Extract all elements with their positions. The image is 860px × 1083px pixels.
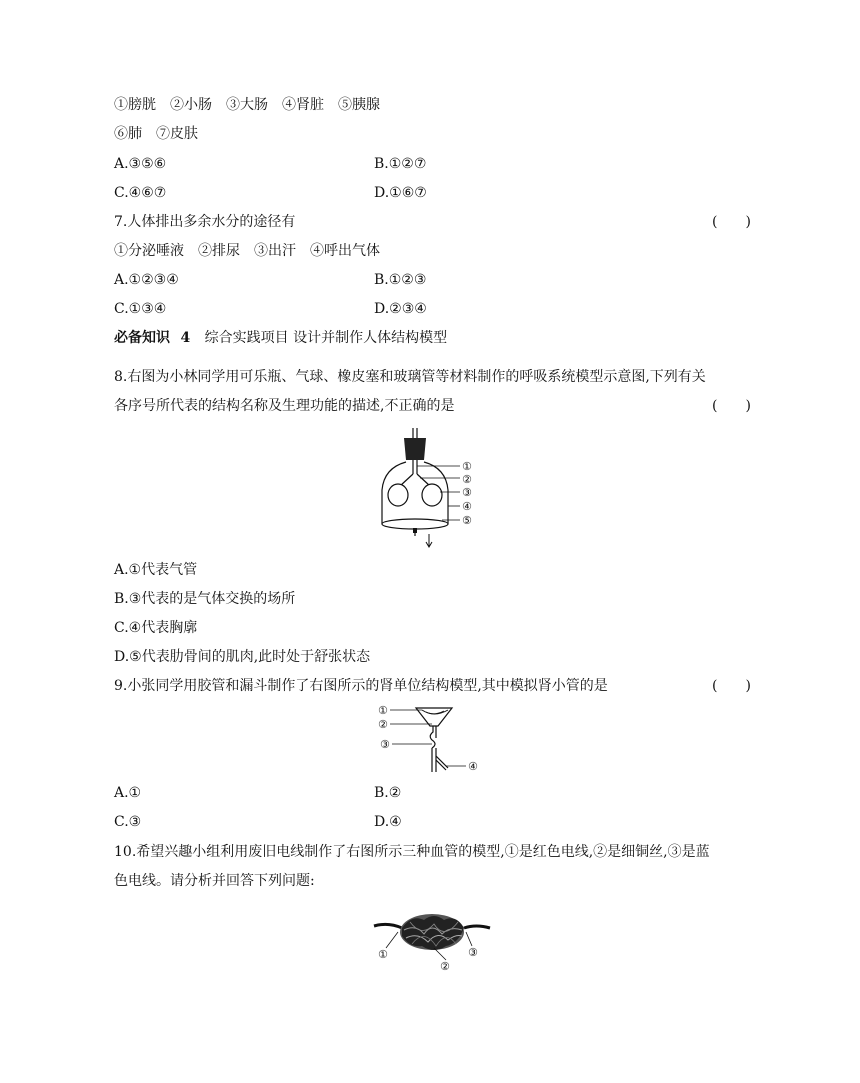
q10-fig-label-1: ① [378,948,388,961]
q9-option-c: C.③ [114,814,142,830]
q6-items-line1: ①膀胱 ②小肠 ③大肠 ④肾脏 ⑤胰腺 [114,97,380,113]
q7-items: ①分泌唾液 ②排尿 ③出汗 ④呼出气体 [114,243,380,259]
q8-fig-label-4: ④ [462,500,472,513]
q9-answer-paren: ( ) [712,678,751,694]
blood-vessel-model-figure [372,908,494,972]
q7-stem: 7.人体排出多余水分的途径有 [114,214,296,230]
q10-stem-line1: 10.希望兴趣小组利用废旧电线制作了右图所示三种血管的模型,①是红色电线,②是细铜丝,③是蓝 [114,844,710,860]
q7-option-d: D.②③④ [374,301,427,317]
q8-option-b: B.③代表的是气体交换的场所 [114,591,296,607]
q6-option-d: D.①⑥⑦ [374,185,427,201]
q8-fig-label-1: ① [462,460,472,473]
q9-option-a: A.① [114,785,142,801]
q8-option-d: D.⑤代表肋骨间的肌肉,此时处于舒张状态 [114,649,371,665]
q8-option-a: A.①代表气管 [114,562,198,578]
q8-stem-line2: 各序号所代表的结构名称及生理功能的描述,不正确的是 [114,398,455,414]
q7-option-b: B.①②③ [374,272,427,288]
q8-fig-label-5: ⑤ [462,514,472,527]
q9-fig-label-2: ② [378,718,388,731]
q9-fig-label-1: ① [378,704,388,717]
q6-option-a: A.③⑤⑥ [114,156,167,172]
q10-fig-label-3: ③ [468,946,478,959]
section-header [114,328,447,348]
q6-option-b: B.①②⑦ [374,156,427,172]
q6-items-line2: ⑥肺 ⑦皮肤 [114,126,198,142]
q9-stem: 9.小张同学用胶管和漏斗制作了右图所示的肾单位结构模型,其中模拟肾小管的是 [114,678,608,694]
respiratory-model-figure [370,428,490,552]
q9-fig-label-4: ④ [468,760,478,773]
q9-option-b: B.② [374,785,402,801]
q9-fig-label-3: ③ [380,738,390,751]
q8-fig-label-2: ② [462,473,472,486]
nephron-model-figure [378,702,490,776]
q7-answer-paren: ( ) [712,214,751,230]
q6-option-c: C.④⑥⑦ [114,185,167,201]
section-title: 综合实践项目 设计并制作人体结构模型 [204,330,448,346]
section-label: 必备知识 [114,330,170,346]
q8-fig-label-3: ③ [462,486,472,499]
q8-answer-paren: ( ) [712,398,751,414]
q10-stem-line2: 色电线。请分析并回答下列问题: [114,873,315,889]
q9-option-d: D.④ [374,814,402,830]
q7-option-c: C.①③④ [114,301,167,317]
q8-option-c: C.④代表胸廓 [114,620,198,636]
section-number: 4 [180,330,191,346]
q10-fig-label-2: ② [440,960,450,972]
q7-option-a: A.①②③④ [114,272,179,288]
q8-stem-line1: 8.右图为小林同学用可乐瓶、气球、橡皮塞和玻璃管等材料制作的呼吸系统模型示意图,下列有关 [114,369,706,385]
